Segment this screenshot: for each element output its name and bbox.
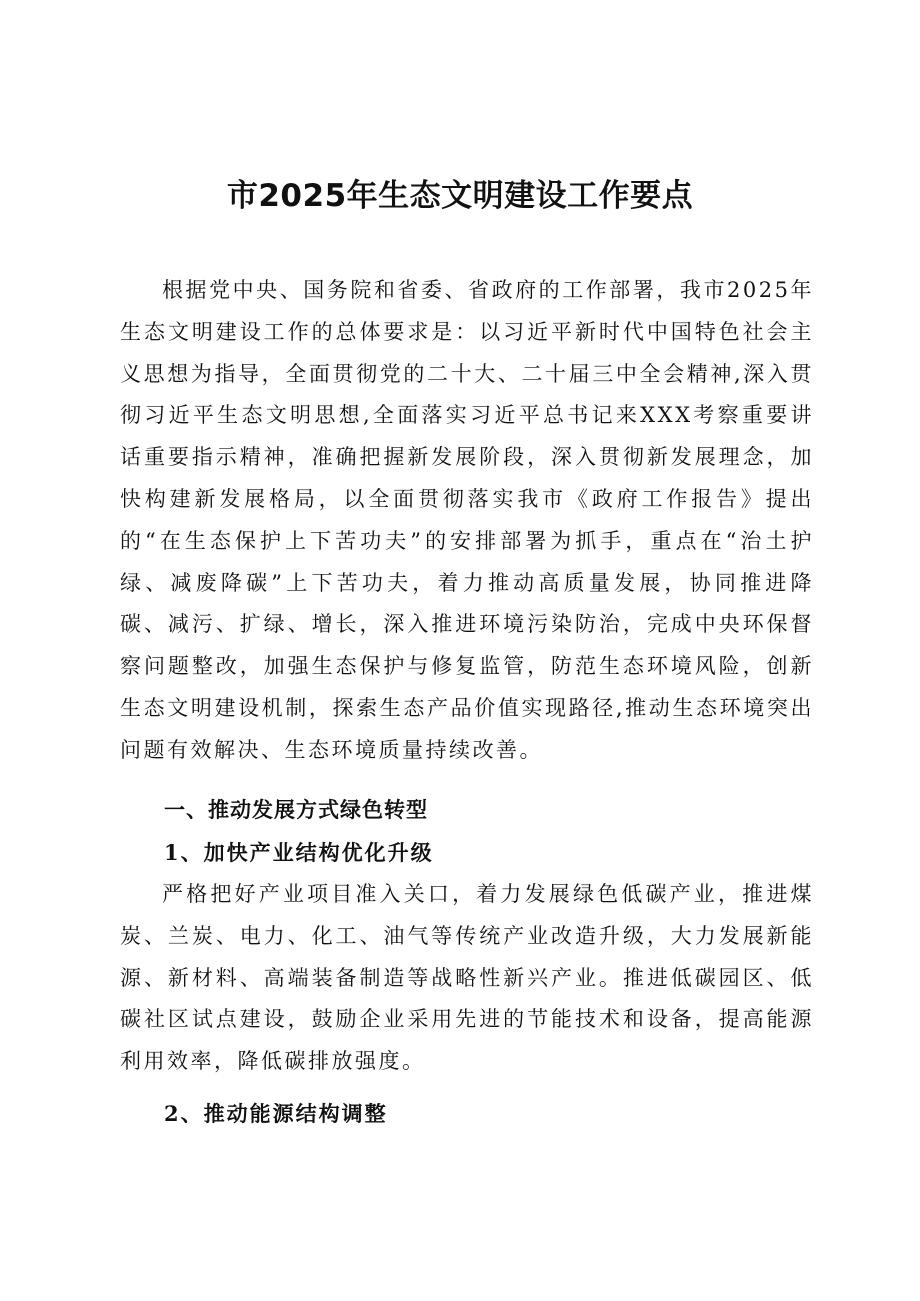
document-title: 市2025年生态文明建设工作要点	[226, 178, 694, 214]
section-1-heading: 一、推动发展方式绿色转型	[164, 798, 428, 822]
item-1-paragraph: 严格把好产业项目准入关口，着力发展绿色低碳产业，推进煤炭、兰炭、电力、化工、油气等传统产业改造升级，大力发展新能源、新材料、高端装备制造等战略性新兴产业。推进低碳园区、低碳社区试点建设，鼓励企业采用先进的节能技术和设备，提高能源利用效率，降低碳排放强度。	[120, 882, 814, 1074]
intro-paragraph: 根据党中央、国务院和省委、省政府的工作部署，我市2025年生态文明建设工作的总体要求是：以习近平新时代中国特色社会主义思想为指导，全面贯彻党的二十大、二十届三中全会精神,深入贯彻习近平生态文明思想,全面落实习近平总书记来XXX考察重要讲话重要指示精神，准确把握新发展阶段，深入贯彻新发展理念，加快构建新发展格局，以全面贯彻落实我市《政府工作报告》提出的“在生态保护上下苦功夫”的安排部署为抓手，重点在“治土护绿、减废降碳”上下苦功夫，着力推动高质量发展，协同推进降碳、减污、扩绿、增长，深入推进环境污染防治，完成中央环保督察问题整改，加强生态保护与修复监管，防范生态环境风险，创新生态文明建设机制，探索生态产品价值实现路径,推动生态环境突出问题有效解决、生态环境质量持续改善。	[120, 278, 814, 762]
item-2-heading: 2、推动能源结构调整	[164, 1101, 388, 1126]
item-1-heading: 1、加快产业结构优化升级	[164, 840, 434, 865]
